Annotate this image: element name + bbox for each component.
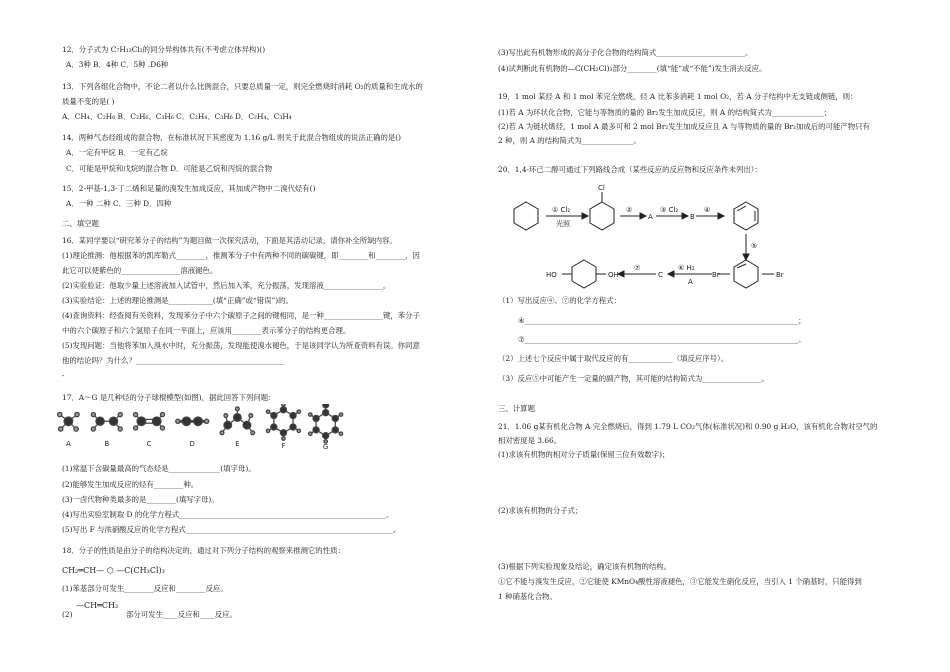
stray-mark: - <box>62 371 65 380</box>
step-5-label: ⑤ <box>751 242 758 250</box>
question-17: 17．A～G 是几种烃的分子球棍模型(如图)，据此回答下列问题： <box>62 393 276 402</box>
question-17-1: (1)常温下含碳量最高的气态烃是______________(填字母)。 <box>62 464 256 473</box>
step-2-label: ② <box>626 206 633 214</box>
question-16-1a: (1)理论推测：他根据苯的凯库勒式________，推测苯分子中有两种不同的碳碳键，即________和________，因 <box>62 251 420 260</box>
model-a <box>58 412 80 431</box>
model-e <box>220 407 255 435</box>
question-19-1: (1)若 A 为环状化合物，它能与等物质的量的 Br₂发生加成反应，则 A 的结构简式为______________； <box>498 108 832 117</box>
model-label-e: E <box>235 440 240 449</box>
question-18-2-text: 部分可发生____反应和____反应。 <box>126 610 237 619</box>
br-label-left: Br <box>712 271 720 279</box>
step-1-condition: 光照 <box>556 220 570 228</box>
ho-label: HO <box>546 271 557 279</box>
question-18-1: (1)苯基部分可发生________反应和________反应。 <box>62 584 228 593</box>
question-21-line2: 相对密度是 3.66。 <box>498 436 562 445</box>
model-f <box>266 404 300 440</box>
question-20: 20．1,4-环己二醇可通过下列路线合成（某些反应的反应物和反应条件未列出）： <box>498 165 762 174</box>
question-16-3: (3)实验结论：上述的理论推测是____________(填“正确”或“错误”)的。 <box>62 296 293 305</box>
question-21: 21．1.06 g某有机化合物 A 完全燃烧后，得到 1.79 L CO₂气体(标准状况)和 0.90 g H₂O，该有机化合物对空气的 <box>498 422 878 431</box>
cyclohexane-ring <box>514 202 538 230</box>
model-d <box>176 417 209 426</box>
question-18: 18．分子的性质是由分子的结构决定的，通过对下列分子结构的观察来推测它的性质： <box>62 546 345 555</box>
question-20-1b: ⑦__________________________________________________________________________。 <box>518 335 806 344</box>
question-14-options-cd: C．可能是甲烷和戊烷的混合物 D．可能是乙烷和丙烷的混合物 <box>66 164 273 173</box>
step-6-reagent: A <box>688 278 693 286</box>
intermediate-b: B <box>690 213 695 221</box>
question-20-1a: ④__________________________________________________________________________； <box>518 316 806 325</box>
question-18-2-num: (2) <box>62 610 73 619</box>
intermediate-c: C <box>658 271 663 279</box>
model-label-c: C <box>146 440 152 449</box>
br-label-right: Br <box>776 271 784 279</box>
question-18-4: (4)试判断此有机物的—C(CH₂Cl)₃部分________(填“能”或“不能”)发生消去反应。 <box>498 64 767 73</box>
model-g <box>309 404 343 443</box>
question-18-2-formula: —CH═CH₂ <box>76 601 119 610</box>
left-column <box>62 0 502 672</box>
question-21-1: (1)求该有机物的相对分子质量(保留三位有效数字)； <box>498 450 670 459</box>
intermediate-a: A <box>648 213 653 221</box>
question-14-options-ab: A．一定有甲烷 B．一定有乙烷 <box>66 148 168 157</box>
question-17-5: (5)写出 F 与浓硝酸反应的化学方程式________________________________________________________。 <box>62 525 401 534</box>
question-14: 14．两种气态烃组成的混合物，在标准状况下其密度为 1.16 g/L 则关于此混合物组成的说法正确的是() <box>62 133 402 142</box>
section-calculation: 三、计算题 <box>498 404 535 413</box>
model-label-a: A <box>66 440 71 449</box>
question-18-formula: CH₂═CH— ⬡ —C(CH₃Cl)₃ <box>62 566 165 575</box>
question-12-options: A．3种 B．4种 C．5种 .D6种 <box>66 60 169 69</box>
question-20-3: （3）反应⑤中可能产生一定量的副产物，其可能的结构简式为________________。 <box>498 374 769 383</box>
question-16: 16．某同学要以“研究苯分子的结构”为题目做一次探究活动，下面是其活动记录，请你补全所缺内容。 <box>62 236 397 245</box>
question-17-4: (4)写出实验室制取 D 的化学方程式________________________________________________________。 <box>62 510 394 519</box>
question-18-3: (3)写出此有机物形成的高分子化合物的结构简式________________________。 <box>498 48 753 57</box>
model-c <box>133 412 164 430</box>
cl-label: Cl <box>598 184 605 192</box>
question-17-3: (3)一卤代物种类最多的是________(填写字母)。 <box>62 495 219 504</box>
model-label-f: F <box>281 442 286 451</box>
question-21-2: (2)求该有机物的分子式； <box>498 506 583 515</box>
question-17-2: (2)能够发生加成反应的烃有________种。 <box>62 480 199 489</box>
oh-label: OH <box>608 271 619 279</box>
step-4-label: ④ <box>704 206 711 214</box>
question-16-2: (2)实验验证：他取少量上述溶液加入试管中，然后加入苯，充分振荡，发现溶液________________。 <box>62 281 391 290</box>
model-b <box>91 412 122 431</box>
question-16-4a: (4)查询资料：经查阅有关资料，发现苯分子中六个碳原子之间的键相同，是一种________________键，苯分子 <box>62 311 420 320</box>
question-15-options: A．一种 二种 C．三种 D．四种 <box>66 199 172 208</box>
question-19-2b: 2 种，则 A 的结构简式为______________。 <box>498 136 641 145</box>
model-label-g: G <box>323 443 329 452</box>
molecule-models-figure <box>42 404 402 452</box>
step-6-label: ⑥ H₂ <box>678 264 695 272</box>
question-16-1b: 此它可以使紫色的________________溶液褪色。 <box>62 266 218 275</box>
question-16-4b: 中的六个碳原子和六个氢原子在同一平面上，应该用________表示苯分子的结构更合理。 <box>62 326 351 335</box>
synthesis-scheme <box>498 180 798 290</box>
question-21-3a: ①它不能与溴发生反应，②它能使 KMnO₄酸性溶液褪色，③它能发生硝化反应，当引入 1 个硝基时，只能得到 <box>498 577 862 586</box>
model-label-b: B <box>104 440 110 449</box>
section-fill-blank: 二、填空题 <box>62 219 99 228</box>
question-21-3b: 1 种硝基化合物。 <box>498 592 557 601</box>
question-16-5a: (5)发现问题：当他将苯加入溴水中时，充分振荡，发现能使溴水褪色，于是该同学认为所查资料有误。你同意 <box>62 341 420 350</box>
question-21-3: (3)根据下列实验现象及结论，确定该有机物的结构。 <box>498 562 672 571</box>
question-13-line1: 13．下列各组化合物中，不论二者以什么比例混合，只要总质量一定，则完全燃烧时消耗 O₂的质量和生成水的 <box>62 82 423 91</box>
question-13-line2: 质量不变的是( ) <box>62 97 115 106</box>
step-3-label: ③ Cl₂ <box>660 206 679 214</box>
cyclohexanediol-ring <box>572 260 596 288</box>
step-7-label: ⑦ <box>634 264 641 272</box>
question-13-options: A．CH₄、C₂H₆ B．C₂H₆、C₃H₆ C．C₂H₄、C₃H₆ D．C₂H₄、C₃H₄ <box>62 112 292 121</box>
model-label-d: D <box>189 440 195 449</box>
question-19-2a: (2)若 A 为链状烯烃，1 mol A 最多可和 2 mol Br₂发生加成反应且 A 与等物质的量的 Br₂加成后的可能产物只有 <box>498 122 870 131</box>
right-column <box>498 0 938 672</box>
question-20-2: （2）上述七个反应中属于取代反应的有____________（填反应序号）。 <box>498 354 729 363</box>
step-1-label: ① Cl₂ <box>552 206 571 214</box>
question-12: 12．分子式为 C₇H₁₃Cl₂的同分异构体共有(不考虑立体异构)() <box>62 45 266 54</box>
question-16-5b: 他的结论吗？为什么？________________________________________ <box>62 356 284 365</box>
question-15: 15．2-甲基-1,3-丁二烯和足量的溴发生加成反应，其加成产物中二溴代烃有() <box>62 184 316 193</box>
question-20-1: （1）写出反应④、⑦的化学方程式： <box>498 296 621 305</box>
question-19: 19．1 mol 某烃 A 和 1 mol 苯完全燃烧，烃 A 比苯多消耗 1 mol O₂，若 A 分子结构中无支链或侧链，则： <box>498 92 858 101</box>
chlorocyclohexane-ring <box>590 202 614 230</box>
